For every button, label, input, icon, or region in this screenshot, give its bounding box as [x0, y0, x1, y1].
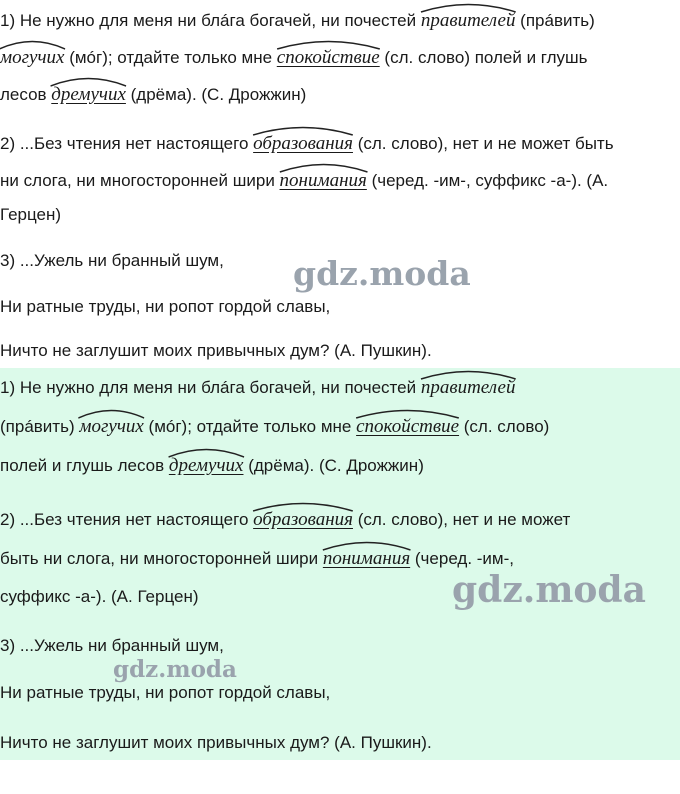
text: 1) Не нужно для меня ни блáга богачей, ни почестей: [0, 11, 421, 30]
root-arc-icon: [0, 40, 66, 50]
text: (дрёма). (С. Дрожжин): [243, 456, 424, 475]
word-spokoistvie: спокойствие: [356, 416, 459, 437]
text: (сл. слово), нет и не может быть: [352, 134, 614, 153]
root-arc-icon: [49, 77, 128, 87]
p2-line-5: [0, 548, 514, 570]
p1-line-4: [0, 133, 614, 155]
p2-line-4: [0, 509, 570, 531]
root-arc-icon: [251, 502, 355, 512]
word-pravitelei: правителей: [421, 10, 516, 31]
p1-line-2: [0, 47, 588, 69]
p2-line-9: Ничто не заглушит моих привычных дум? (А. Пушкин).: [0, 733, 432, 752]
text: (мóг); отдайте только мне: [143, 417, 357, 436]
word-ponimaniya: понимания: [280, 170, 367, 191]
text: (прáвить): [0, 417, 80, 436]
text: (дрёма). (С. Дрожжин): [125, 85, 307, 104]
text: ни слога, ни многосторонней шири: [0, 171, 280, 190]
p1-line-9: Ничто не заглушит моих привычных дум? (А. Пушкин).: [0, 341, 432, 360]
text: (прáвить): [515, 11, 595, 30]
watermark: gdz.moda: [113, 656, 237, 683]
p2-line-1: [0, 377, 515, 399]
root-arc-icon: [354, 409, 461, 419]
p2-line-2: [0, 416, 549, 438]
p1-line-7: 3) ...Ужель ни бранный шум,: [0, 251, 224, 270]
p1-line-6: Герцен): [0, 205, 62, 224]
p1-line-3: [0, 84, 306, 106]
text: лесов: [0, 85, 52, 104]
p1-line-8: Ни ратные труды, ни ропот гордой славы,: [0, 297, 331, 316]
word-moguchikh: могучих: [79, 416, 143, 437]
root-arc-icon: [167, 448, 246, 458]
word-obrazovaniya: образования: [253, 509, 353, 530]
watermark: gdz.moda: [293, 254, 471, 293]
root-arc-icon: [321, 541, 412, 551]
p2-line-8: Ни ратные труды, ни ропот гордой славы,: [0, 683, 331, 702]
p2-line-7: 3) ...Ужель ни бранный шум,: [0, 636, 224, 655]
text: (черед. -им-, суффикс -а-). (А.: [366, 171, 609, 190]
word-pravitelei: правителей: [421, 377, 516, 398]
word-ponimaniya: понимания: [323, 548, 410, 569]
text: (сл. слово) полей и глушь: [379, 48, 588, 67]
root-arc-icon: [251, 126, 355, 136]
p2-line-3: [0, 455, 424, 477]
root-arc-icon: [278, 163, 369, 173]
word-dremuchikh: дремучих: [169, 455, 244, 476]
text: быть ни слога, ни многосторонней шири: [0, 549, 323, 568]
word-dremuchikh: дремучих: [51, 84, 126, 105]
word-spokoistvie: спокойствие: [277, 47, 380, 68]
watermark: gdz.moda: [452, 569, 646, 611]
text: (мóг); отдайте только мне: [64, 48, 277, 67]
text: (черед. -им-,: [410, 549, 514, 568]
text: (сл. слово), нет и не может: [352, 510, 571, 529]
p1-line-1: [0, 10, 595, 32]
word-obrazovaniya: образования: [253, 133, 353, 154]
text: полей и глушь лесов: [0, 456, 169, 475]
word-moguchikh: могучих: [0, 47, 64, 68]
text: 2) ...Без чтения нет настоящего: [0, 134, 254, 153]
text: 1) Не нужно для меня ни блáга богачей, ни почестей: [0, 378, 421, 397]
p1-line-5: [0, 170, 608, 192]
root-arc-icon: [275, 40, 382, 50]
root-arc-icon: [419, 3, 518, 13]
p2-line-6: суффикс -а-). (А. Герцен): [0, 587, 199, 606]
text: 2) ...Без чтения нет настоящего: [0, 510, 254, 529]
root-arc-icon: [77, 409, 145, 419]
text: (сл. слово): [459, 417, 550, 436]
root-arc-icon: [419, 370, 518, 380]
